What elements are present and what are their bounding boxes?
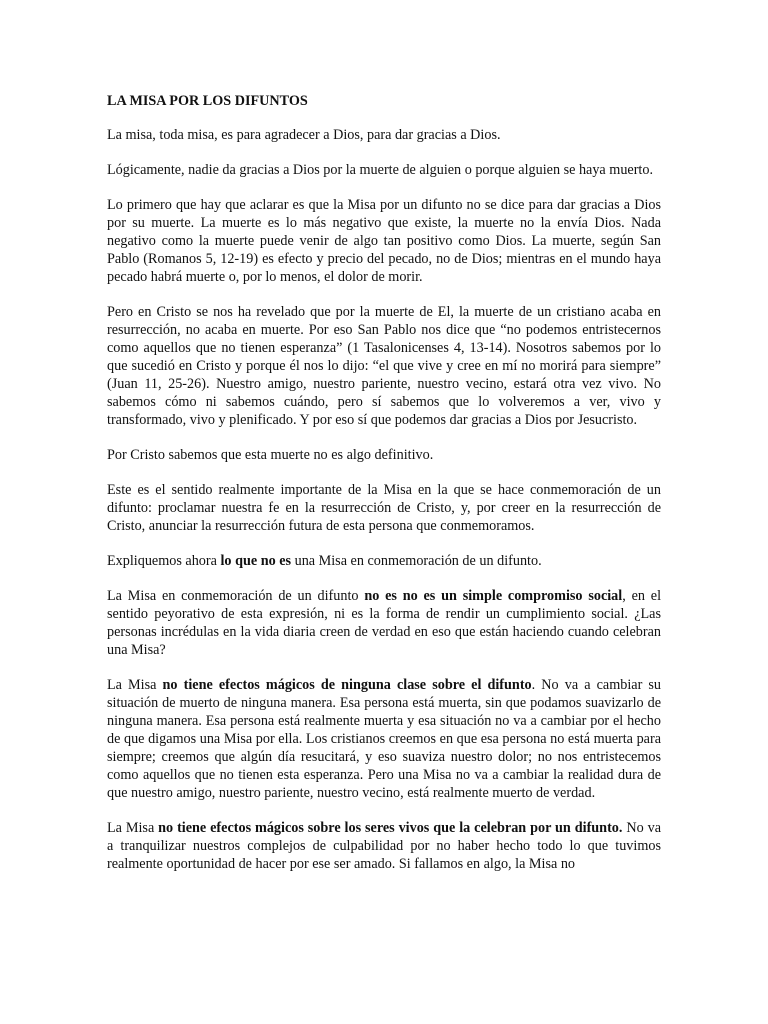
paragraph-text: Lógicamente, nadie da gracias a Dios por la muerte de alguien o porque alguien se haya muerto. (107, 162, 654, 178)
paragraph-text: una Misa en conmemoración de un difunto. (291, 553, 542, 569)
bold-text: no tiene efectos mágicos de ninguna clase sobre el difunto (162, 677, 532, 693)
paragraph-text: Por Cristo sabemos que esta muerte no es algo definitivo. (107, 447, 434, 463)
paragraph (107, 196, 661, 286)
paragraph (107, 303, 661, 429)
paragraph-text: , en el sentido peyorativo de esta expresión, ni es la forma de rendir un cumplimiento social. ¿Las personas incrédulas en la vida diaria creen de verdad en eso que están haciendo cuando celebran una Misa? (107, 588, 662, 658)
paragraph-text: Expliquemos ahora (107, 553, 221, 569)
paragraph-text: Lo primero que hay que aclarar es que la Misa por un difunto no se dice para dar gracias a Dios por su muerte. La muerte es lo más negativo que existe, la muerte no la envía Dios. Nada negativo como la muerte puede venir de algo tan positivo como Dios. La muerte, según San Pablo (Romanos 5, 12-19) es efecto y precio del pecado, no de Dios; mientras en el mundo haya pecado habrá muerte o, por lo menos, el dolor de morir. (107, 197, 661, 285)
paragraph (107, 676, 661, 802)
paragraph (107, 819, 661, 873)
paragraph (107, 161, 661, 179)
paragraph (107, 126, 661, 144)
paragraph (107, 481, 661, 535)
bold-text: no tiene efectos mágicos sobre los seres vivos que la celebran por un difunto. (158, 820, 623, 836)
document-body (107, 126, 661, 873)
bold-text: no es no es un simple compromiso social (364, 588, 623, 604)
paragraph-text: Este es el sentido realmente importante de la Misa en la que se hace conmemoración de un difunto: proclamar nuestra fe en la resurrección de Cristo, y, por creer en la resurrección de Cristo, anunciar la resurrección futura de esta persona que conmemoramos. (107, 482, 661, 534)
paragraph-text: Pero en Cristo se nos ha revelado que por la muerte de El, la muerte de un cristiano acaba en resurrección, no acaba en muerte. Por eso San Pablo nos dice que “no podemos entristecernos como aquellos que no tienen esperanza” (1 Tasalonicenses 4, 13-14). Nosotros sabemos por lo que sucedió en Cristo y porque él nos lo dijo: “el que vive y cree en mí no morirá para siempre” (Juan 11, 25-26). Nuestro amigo, nuestro pariente, nuestro vecino, estará otra vez vivo. No sabemos cómo ni sabemos cuándo, pero sí sabemos que lo volveremos a ver, vivo y transformado, vivo y plenificado. Y por eso sí que podemos dar gracias a Dios por Jesucristo. (107, 304, 661, 428)
document-title: LA MISA POR LOS DIFUNTOS (107, 93, 308, 109)
bold-text: lo que no es (220, 553, 292, 569)
paragraph-text: La Misa (107, 820, 159, 836)
paragraph-text: La Misa en conmemoración de un difunto (107, 588, 365, 604)
paragraph-text: La Misa (107, 677, 163, 693)
document-page (107, 92, 661, 890)
paragraph (107, 446, 661, 464)
paragraph (107, 552, 661, 570)
paragraph-text: La misa, toda misa, es para agradecer a Dios, para dar gracias a Dios. (107, 127, 501, 143)
paragraph-text: . No va a cambiar su situación de muerto de ninguna manera. Esa persona está muerta, sin que podamos suavizarlo de ninguna manera. Esa persona está realmente muerta y esa situación no va a cambiar por el hecho de que digamos una Misa por ella. Los cristianos creemos en que esa persona no está muerta para siempre; creemos que algún día resucitará, y eso suaviza nuestro dolor; no nos entristecemos como aquellos que no tienen esta esperanza. Pero una Misa no va a cambiar la realidad dura de que nuestro amigo, nuestro pariente, nuestro vecino, está realmente muerto de verdad. (107, 677, 662, 801)
paragraph-text: No va a tranquilizar nuestros complejos de culpabilidad por no haber hecho todo lo que tuvimos realmente oportunidad de hacer por ese ser amado. Si fallamos en algo, la Misa no (107, 820, 661, 872)
paragraph (107, 587, 661, 659)
